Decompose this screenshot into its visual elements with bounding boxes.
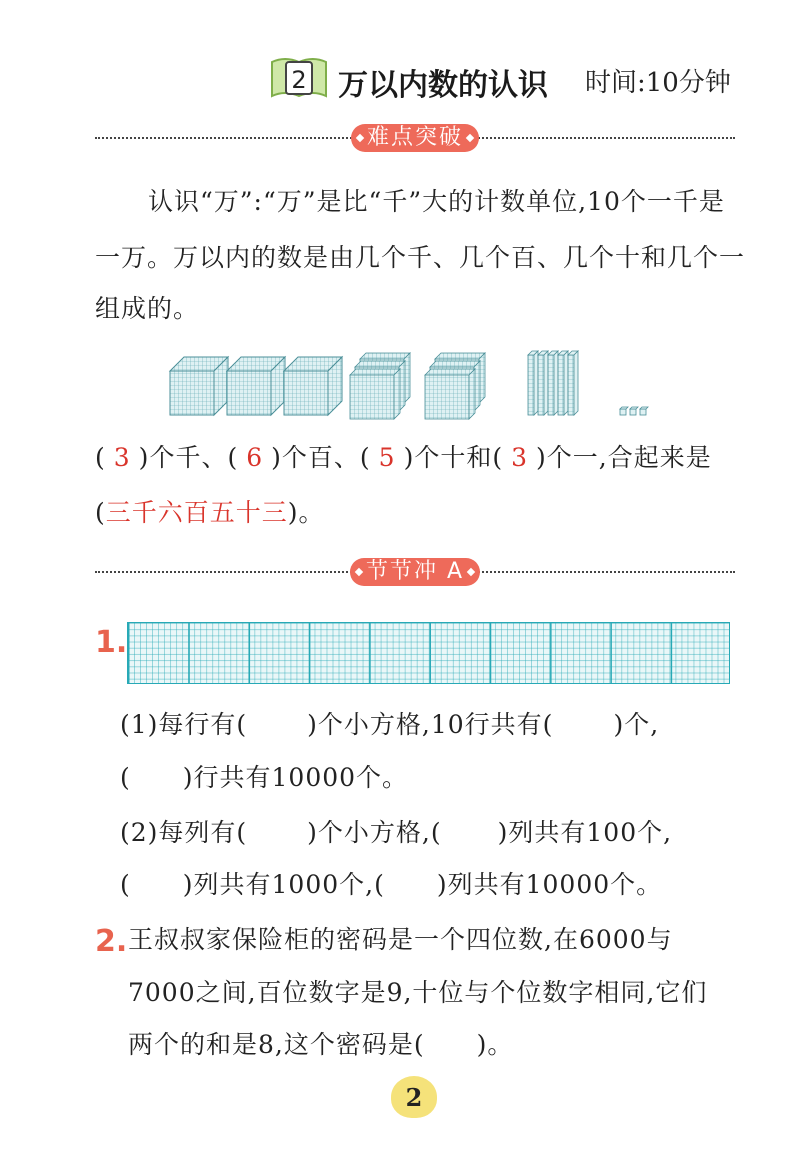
unit-cubes bbox=[620, 407, 648, 415]
thousand-cube bbox=[170, 357, 228, 415]
base-ten-blocks-illustration bbox=[160, 345, 660, 421]
question-number-1: 1. bbox=[95, 625, 128, 660]
lesson-number: 2 bbox=[291, 66, 307, 94]
hundred-flats-group-2 bbox=[425, 353, 485, 419]
thousand-cube bbox=[227, 357, 285, 415]
hundred-flats-group-1 bbox=[350, 353, 410, 419]
question-number-2: 2. bbox=[95, 924, 128, 959]
answer-thousands: 3 bbox=[113, 443, 131, 472]
ten-rods bbox=[528, 351, 578, 415]
answer-tens: 5 bbox=[378, 443, 396, 472]
thousand-cube bbox=[284, 357, 342, 415]
lesson-title: 万以内数的认识 bbox=[338, 68, 548, 103]
q1-part2-line1: (2)每列有( )个小方格,( )列共有100个, bbox=[120, 818, 673, 847]
para-line-1: 认识“万”:“万”是比“千”大的计数单位,10个一千是 bbox=[148, 187, 725, 216]
fill-in-answer-line: (三千六百五十三)。 bbox=[95, 498, 325, 527]
section-divider-practice bbox=[95, 558, 735, 584]
q2-line2: 7000之间,百位数字是9,十位与个位数字相同,它们 bbox=[128, 978, 708, 1007]
page-number-badge: 2 bbox=[391, 1076, 437, 1118]
fill-in-line: ( 3 )个千、( 6 )个百、( 5 )个十和( 3 )个一,合起来是 bbox=[95, 443, 712, 472]
answer-ones: 3 bbox=[511, 443, 529, 472]
section-label: 节节冲 A bbox=[350, 558, 480, 586]
answer-number-words: 三千六百五十三 bbox=[105, 498, 288, 527]
q1-part1-line2: ( )行共有10000个。 bbox=[120, 763, 409, 792]
q2-line3: 两个的和是8,这个密码是( )。 bbox=[128, 1030, 514, 1059]
section-label: 难点突破 bbox=[351, 124, 479, 152]
answer-hundreds: 6 bbox=[246, 443, 264, 472]
hundred-grid bbox=[127, 622, 730, 684]
para-line-2: 一万。万以内的数是由几个千、几个百、几个十和几个一 bbox=[95, 243, 746, 272]
book-number-icon bbox=[270, 56, 328, 100]
q1-part1-line1: (1)每行有( )个小方格,10行共有( )个, bbox=[120, 710, 660, 739]
q1-part2-line2: ( )列共有1000个,( )列共有10000个。 bbox=[120, 870, 663, 899]
time-label: 时间:10分钟 bbox=[585, 68, 731, 98]
q2-line1: 王叔叔家保险柜的密码是一个四位数,在6000与 bbox=[128, 925, 673, 954]
section-divider-difficulty bbox=[95, 124, 735, 150]
para-line-3: 组成的。 bbox=[95, 294, 200, 323]
